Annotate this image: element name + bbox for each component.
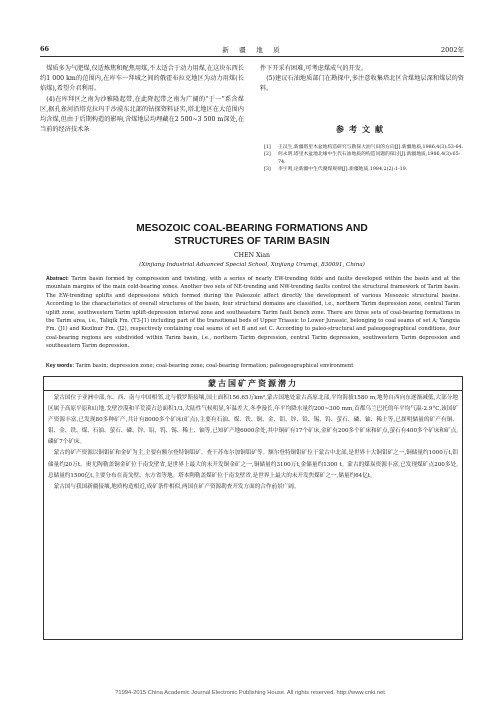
left-paragraph: (4)在库拜区之南为沙雅隆起带,在此降起带之南为广阔的“于一”系含煤区,据孔雀河沿塔克拉玛干沙漠东北部的钻探资料证实,塔北地区在大范围内均含煤,但由于后期构造的影响,含煤地层均埋藏在2 500~3 500 m深处,在当前的经济技术条	[40, 95, 244, 134]
right-paragraph: (5)建议石油地质部门在勘探中,多注意收集塔北区含煤地层深和煤层的资料。	[260, 75, 464, 93]
reference-text: 王汉生,新疆塔里木盆地构造研究与勘探大油气田的方向[J].新疆地质,1986,4(3):53-64.	[278, 145, 464, 150]
author-affiliation: (Xinjiang Industrial Advanced Special School, Xinjiang Urumqi, 830091, China)	[139, 262, 365, 268]
abstract-label: Abstract:	[46, 276, 69, 282]
journal-page	[40, 0, 464, 713]
english-title-line: STRUCTURES OF TARIM BASIN	[174, 235, 330, 247]
reference-number: [3]	[264, 166, 271, 172]
reference-item	[264, 151, 464, 166]
right-paragraph: 件下开采有困难,可考虑煤成气的开发。	[260, 65, 368, 72]
keywords	[46, 362, 460, 370]
keywords-label: Key words:	[46, 363, 74, 369]
right-column	[260, 64, 464, 95]
news-box	[43, 376, 463, 640]
author-name: CHEN Xian	[233, 252, 271, 259]
reference-number: [1]	[264, 145, 271, 150]
abstract-text: Tarim basin formed by compression and twisting, with a series of nearly EW-trending folds and faults developed within the basin and at the mountain margins of the main cold-bearing zones. Another two sets of NE-trending and NW-trending faults control the structural framework of Tarim basin. The EW-trending uplifts and depressions which formed during the Paleozoic affect directly the development of various Mesozoic structural basins. According to the characteristics of overall structures of the basin, four structural domains are classified, i.e., northern Tarim depression zone, central Tarim uplift zone, southwestern Tarim uplift-depression interval zone and southeastern Tarim fault bench zone. There are three sets of coal-bearing formations in the Tarim area, i.e., Taliqik Fm. (T3-J1) including part of the transitional beds of Upper Triassic to Lower Jurassic, belonging to coal seams of set A; Yangxia Fm. (J1) and Kezilnur Fm. (J2), respectively containing coal seams of set B and set C. According to paleo-structural and paleogeographical conditions, four coal-bearing regions are subdivided within Tarim basin, i.e., northern Tarim depression, central Tarim depression, southwestern Tarim depression and southeastern Tarim depression.	[46, 276, 460, 350]
page-header	[40, 44, 464, 57]
copyright-footer: ?1994-2015 China Academic Journal Electronic Publishing House. All rights reserved. http://www.cnki.net	[115, 690, 385, 696]
page-number: 66	[40, 45, 50, 53]
journal-name: 新 疆 地 质	[222, 46, 282, 54]
news-box-body	[48, 393, 458, 493]
news-paragraph: 蒙古的矿产资源以铜钼矿和金矿为主,主要有额尔登特铜钼矿、查干苏布尔加铜钼矿等。额尔登特铜钼矿位于蒙古中北部,是世界十大铜钼矿之一,铜储量约1000万t,钼储量约20万t。奥尤陶勒盖铜金矿位于南戈壁省,是世界上最大的未开发铜金矿之一,铜储量约3100万t,金储量约1300 t。蒙古的煤炭资源丰富,已发现煤矿点200多处,总储量约1500亿t,主要分布在南戈壁、东方省等地。塔本陶勒盖煤矿位于南戈壁省,是世界上最大的未开发焦煤矿之一,储量约64亿t。	[48, 450, 458, 479]
left-paragraph: 煤质多为气肥煤,仅适炼焦和配焦用煤,不太适合于动力用煤,在这块东西长约1 000 km的范围内,在库车一拜城之间的俄霍布拉克地区为动力用煤(长焰煤),希望介君利用。	[40, 65, 244, 93]
publication-year: 2002年	[440, 46, 464, 54]
reference-text: 李宇鸣,论新疆中生代聚煤规律[J].新疆地质,1984,2(2):1-19.	[278, 166, 408, 172]
abstract	[46, 275, 460, 351]
english-title-line: MESOZOIC COAL-BEARING FORMATIONS AND	[136, 223, 368, 234]
reference-item	[264, 166, 464, 173]
left-column	[40, 64, 244, 135]
references-title: 参考文献	[336, 124, 388, 134]
reference-text: 何永明,塔里木盆地北缘中生代石油地质的构造问题的探讨[J].新疆地质,1986,4(3):65-74.	[278, 152, 461, 165]
reference-item	[264, 144, 464, 151]
news-paragraph: 蒙古国位于亚洲中部,东、西、南与中国相邻,北与俄罗斯接壤,国土面积156.65万km²,蒙古国地处蒙古高原北部,平均海拔1580 m,地势自西向东逐渐减低,大部分地区属于高原平原和山地,戈壁沙漠和半荒漠占总面积1/3,大陆性气候明显,年温差大,冬季漫长,年平均降水量约200~300 mm,首都乌兰巴托的年平均气温-2.9°C,该国矿产资源丰富,已发现80多种矿产,共计有8000多个矿床(矿点),主要有石油、煤、铁、铜、金、钼、锌、铅、锡、钨、萤石、磷、铀、稀土等,已探明储量的矿产有铜、钼、金、铁、煤、石油、萤石、磷、锌、铅、钨、锡、稀土、铀等,已知矿产地6000余处,其中铜矿有17个矿床,金矿有200多个矿床和矿点,萤石有400多个矿床和矿点,磷矿7个矿床。	[48, 395, 458, 446]
english-title	[40, 223, 464, 248]
news-paragraph: 蒙古国与我国新疆接壤,地质构造相近,成矿条件相似,两国在矿产资源勘查开发方面的合作前景广阔。	[53, 483, 300, 490]
references-list	[264, 144, 464, 173]
reference-number: [2]	[264, 152, 271, 158]
news-box-title: 蒙古国矿产资源潜力	[44, 378, 462, 391]
keywords-text: Tarim basin; depression zone; coal-bearing zone; coal-bearing formation; paleogeographical environment	[75, 363, 354, 369]
